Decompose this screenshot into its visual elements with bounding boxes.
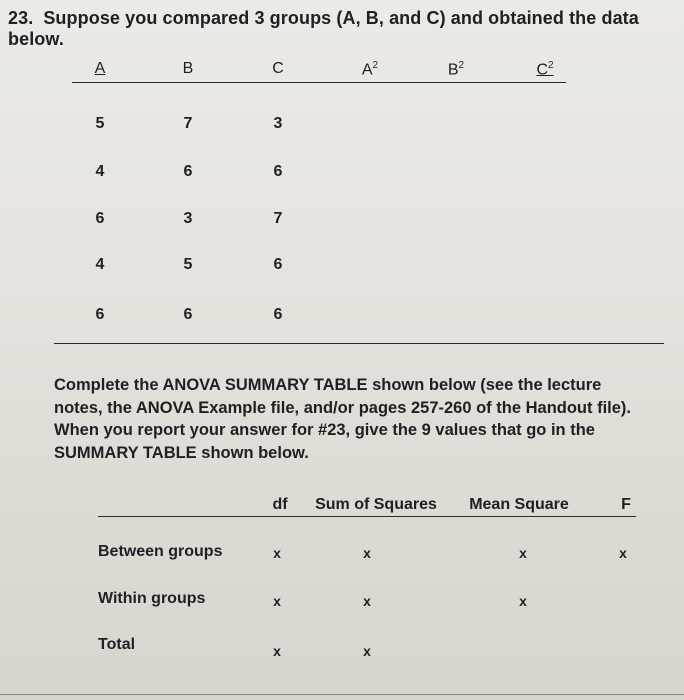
summary-header-f: F — [621, 496, 631, 513]
summary-header-mean-square: Mean Square — [469, 496, 569, 513]
data-cell: 6 — [95, 210, 105, 227]
column-header-c: C — [272, 60, 284, 77]
column-header-b: B — [182, 60, 194, 77]
summary-cell: x — [273, 643, 281, 659]
data-cell: 4 — [95, 163, 105, 180]
summary-row-label: Within groups — [98, 590, 206, 607]
summary-header-rule — [98, 516, 636, 517]
instructions-line: notes, the ANOVA Example file, and/or pages 257-260 of the Handout file). — [54, 398, 632, 417]
data-cell: 5 — [95, 115, 105, 132]
data-cell: 4 — [95, 256, 105, 273]
summary-header-sum-of-squares: Sum of Squares — [315, 496, 437, 513]
instructions-line: Complete the ANOVA SUMMARY TABLE shown below (see the lecture — [54, 376, 602, 394]
data-cell: 6 — [183, 306, 193, 323]
data-cell: 7 — [273, 210, 283, 227]
summary-cell: x — [363, 643, 371, 659]
instructions-line: When you report your answer for #23, give the 9 values that go in the — [54, 421, 595, 439]
instructions-paragraph — [54, 374, 664, 464]
question-text: Suppose you compared 3 groups (A, B, and C) and obtained the data below. — [8, 8, 639, 49]
header-rule — [72, 82, 566, 83]
question-number: 23. — [8, 8, 34, 28]
summary-cell: x — [363, 593, 371, 609]
summary-row-label: Total — [98, 636, 136, 653]
column-header-b-squared: $B^2$ — [447, 60, 465, 79]
summary-row-label: Between groups — [98, 543, 223, 560]
summary-cell: x — [273, 545, 281, 561]
summary-cell: x — [519, 545, 527, 561]
summary-header-df: df — [272, 496, 288, 513]
data-cell: 6 — [273, 256, 283, 273]
data-cell: 6 — [273, 163, 283, 180]
summary-cell: x — [363, 545, 371, 561]
instructions-line: SUMMARY TABLE shown below. — [54, 443, 309, 462]
data-cell: 6 — [95, 306, 105, 323]
data-cell: 6 — [273, 306, 283, 323]
data-cell: 6 — [183, 163, 193, 180]
column-header-c-squared: $C^2$ — [536, 60, 554, 79]
section-divider — [54, 343, 664, 344]
data-cell: 5 — [183, 256, 193, 273]
column-header-a-squared: $A^2$ — [361, 60, 379, 79]
summary-cell: x — [519, 593, 527, 609]
summary-cell: x — [619, 545, 627, 561]
question-title — [8, 8, 684, 50]
column-header-a: A — [94, 60, 106, 77]
page-bottom-rule — [0, 694, 684, 695]
data-cell: 3 — [273, 115, 283, 132]
data-cell: 3 — [183, 210, 193, 227]
data-cell: 7 — [183, 115, 193, 132]
summary-cell: x — [273, 593, 281, 609]
